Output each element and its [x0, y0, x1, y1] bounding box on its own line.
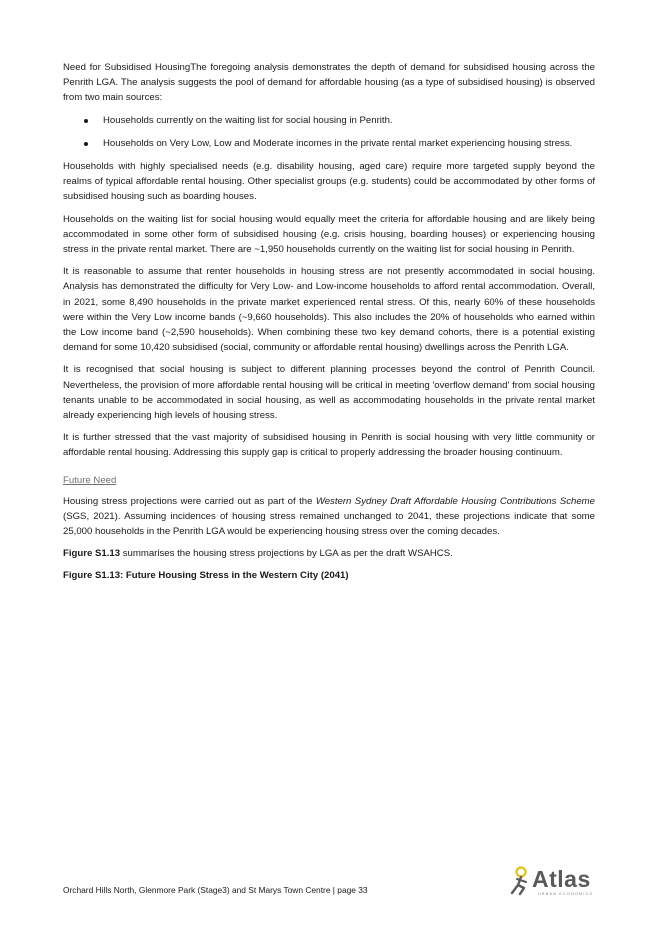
subsidised-housing-heading: Need for Subsidised Housing: [63, 62, 191, 73]
document-body: [63, 60, 595, 591]
list-item: Households on Very Low, Low and Moderate incomes in the private rental market experiencing housing stress.: [63, 136, 595, 151]
atlas-logo: [508, 866, 598, 898]
paragraph-figure-reference: Figure S1.13 summarises the housing stress projections by LGA as per the draft WSAHCS.: [63, 548, 453, 560]
paragraph-social-housing: It is recognised that social housing is subject to different planning processes beyond the control of Penrith Council. Nevertheless, the provision of more affordable rental housing will be critical in meeting 'overflow demand' from social housing tenants unable to be accommodated in social housing, as well as accommodating households in the private rental market already experiencing high levels of housing stress.: [63, 364, 595, 422]
demand-sources-list: [63, 113, 595, 151]
logo-tagline: URBAN ECONOMICS: [538, 892, 594, 896]
atlas-figure-icon: [508, 866, 534, 896]
list-item: Households currently on the waiting list for social housing in Penrith.: [63, 113, 595, 128]
scheme-title: Western Sydney Draft Affordable Housing Contributions Scheme: [315, 495, 595, 507]
bullet-icon: [84, 142, 88, 146]
page-footer: Orchard Hills North, Glenmore Park (Stage3) and St Marys Town Centre | page 33: [63, 885, 368, 895]
future-need-heading: Future Need: [63, 474, 117, 486]
figure-reference: Figure S1.13: [63, 548, 121, 560]
paragraph-rental-stress: It is reasonable to assume that renter households in housing stress are not presently accommodated in social housing. Analysis has demonstrated the difficulty for Very Low- and Low-income households to afford rental accommodation. Overall, in 2021, some 8,490 households in the private market experienced rental stress. Of this, nearly 60% of these households were within the Very Low income bands (~9,660 households). This also includes the 20% of households who earned within the Low income band (~2,590 households). When combining these two key demand cohorts, there is a potential existing demand for some 10,420 subsidised (social, community or affordable rental housing) dwellings across the Penrith LGA.: [63, 266, 595, 354]
paragraph-intro: Need for Subsidised HousingThe foregoing analysis demonstrates the depth of demand for subsidised housing across the Penrith LGA. The analysis suggests the pool of demand for affordable housing (as a type of subsidised housing) is observed from two main sources:: [63, 62, 595, 104]
logo-wordmark: Atlas: [532, 866, 591, 892]
paragraph-specialised-needs: Households with highly specialised needs (e.g. disability housing, aged care) require more targeted supply beyond the realms of typical affordable rental housing. Other specialist groups (e.g. students) could be accommodated by other forms of subsidised housing such as boarding houses.: [63, 161, 595, 203]
paragraph-supply-gap: It is further stressed that the vast majority of subsidised housing in Penrith is social housing with very little community or affordable rental housing. Addressing this supply gap is critical to properly addressing the broader housing continuum.: [63, 432, 595, 459]
figure-caption: Figure S1.13: Future Housing Stress in the Western City (2041): [63, 570, 349, 582]
paragraph-waiting-list: Households on the waiting list for social housing would equally meet the criteria for affordable housing and are likely being accommodated in some other form of subsidised housing (e.g. crisis housing, boarding houses) or experiencing housing stress in the private rental market. There are ~1,950 households currently on the waiting list for social housing in Penrith.: [63, 213, 595, 256]
bullet-icon: [84, 119, 88, 123]
paragraph-projections: Housing stress projections were carried out as part of the Western Sydney Draft Affordable Housing Contributions Scheme (SGS, 2021). Assuming incidences of housing stress remained unchanged to 2041, these projections indicate that some 25,000 households in the Penrith LGA would be experiencing housing stress over the coming decades.: [63, 495, 595, 538]
